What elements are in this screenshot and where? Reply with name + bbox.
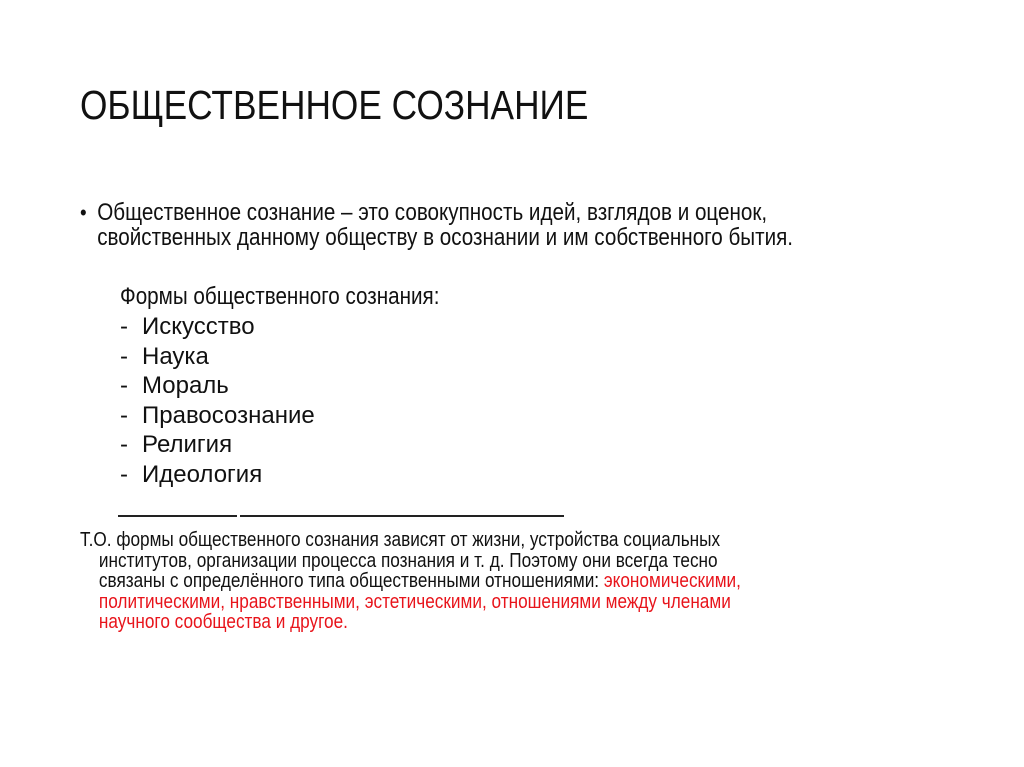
definition-text: Общественное сознание – это совокупность идей, взглядов и оценок, свойственных данному обществу в осознании и им собственного бытия.	[97, 199, 794, 251]
list-item	[120, 342, 315, 372]
conclusion-text: связаны с определённого типа общественными отношениями:	[98, 570, 604, 592]
form-label: Искусство	[142, 313, 255, 340]
dash-icon: -	[120, 372, 128, 399]
conclusion-paragraph	[80, 530, 974, 633]
definition-bullet	[80, 200, 854, 250]
form-label: Идеология	[142, 460, 263, 488]
dash-icon: -	[120, 460, 128, 488]
divider-long	[240, 515, 564, 517]
highlight-line: научного сообщества и другое.	[98, 611, 348, 633]
highlight-line: политическими, нравственными, эстетическими, отношениями между членами	[98, 590, 731, 613]
forms-list	[120, 312, 315, 489]
dash-icon: -	[120, 313, 128, 340]
highlight-text: экономическими,	[603, 570, 741, 592]
form-label: Правосознание	[142, 401, 315, 429]
dash-icon: -	[120, 431, 128, 458]
form-label: Религия	[142, 431, 233, 458]
conclusion-line: Т.О. формы общественного сознания зависят от жизни, устройства социальных	[80, 529, 721, 551]
form-label: Мораль	[142, 372, 229, 399]
bullet-icon: •	[80, 200, 87, 225]
dash-icon: -	[120, 342, 128, 370]
forms-heading: Формы общественного сознания:	[120, 283, 440, 310]
form-label: Наука	[142, 342, 209, 370]
list-item	[120, 460, 315, 490]
dash-icon: -	[120, 401, 128, 429]
list-item	[120, 371, 315, 401]
conclusion-line	[80, 571, 974, 592]
list-item	[120, 430, 315, 460]
conclusion-line: институтов, организации процесса познания и т. д. Поэтому они всегда тесно	[98, 549, 718, 572]
divider-short	[118, 515, 237, 517]
list-item	[120, 401, 315, 431]
definition-block	[80, 200, 980, 250]
list-item	[120, 312, 315, 342]
slide-title: ОБЩЕСТВЕННОЕ СОЗНАНИЕ	[80, 82, 589, 128]
